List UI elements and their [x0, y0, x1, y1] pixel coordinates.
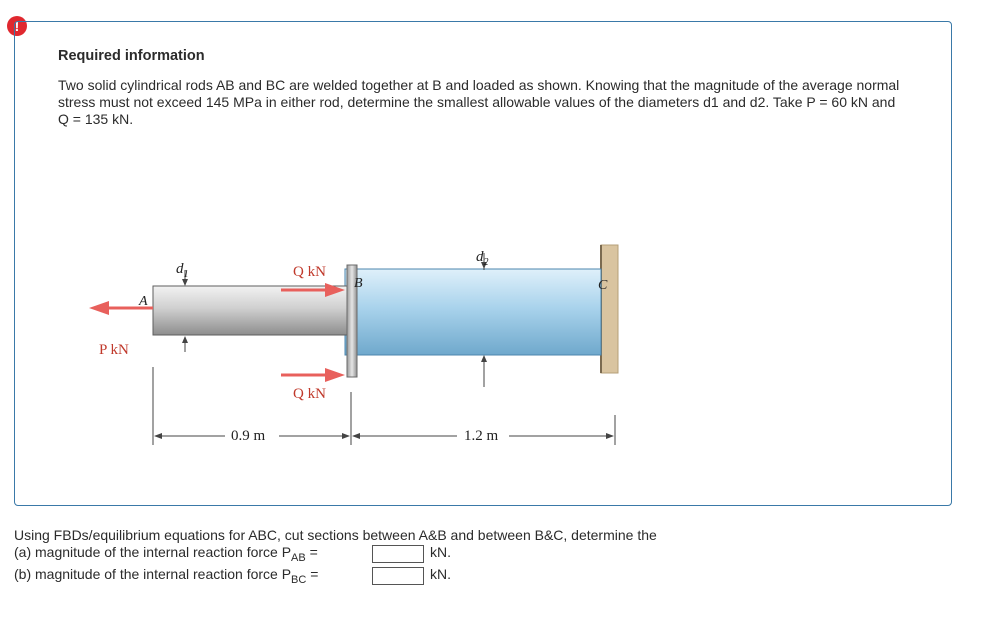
- question-a-text: (a) magnitude of the internal reaction force P: [14, 544, 292, 560]
- label-b: B: [354, 276, 363, 291]
- answer-input-pab[interactable]: [372, 545, 424, 563]
- question-b-text: (b) magnitude of the internal reaction force P: [14, 566, 292, 582]
- unit-b: kN.: [430, 566, 451, 582]
- dim-bc-label: 1.2 m: [464, 428, 499, 444]
- question-a: [14, 544, 318, 564]
- required-information-card: [14, 21, 952, 506]
- question-b-equals: =: [310, 566, 319, 582]
- label-a: A: [139, 294, 148, 309]
- question-b: [14, 566, 319, 586]
- label-d2: $d_2$: [476, 249, 489, 268]
- instructions-text: Using FBDs/equilibrium equations for ABC, cut sections between A&B and between B&C, determine the: [14, 527, 657, 543]
- card-title: Required information: [58, 48, 205, 64]
- label-c: C: [598, 278, 608, 293]
- question-b-subscript: BC: [291, 574, 307, 586]
- rod-ab: [153, 286, 351, 335]
- rod-bc: [345, 269, 601, 355]
- alert-icon: !: [7, 16, 27, 36]
- question-a-equals: =: [309, 544, 318, 560]
- question-a-subscript: AB: [291, 552, 306, 564]
- wall-support: [601, 245, 618, 373]
- load-q-top-label: Q kN: [293, 264, 326, 280]
- problem-statement: Two solid cylindrical rods AB and BC are welded together at B and loaded as shown. Knowing that the magnitude of the average normal stress must not exceed 145 MPa in either rod, determine the smallest allowable values of the diameters d1 and d2. Take P = 60 kN and Q = 135 kN.: [58, 77, 900, 127]
- load-q-bottom-label: Q kN: [293, 386, 326, 402]
- unit-a: kN.: [430, 544, 451, 560]
- answer-input-pbc[interactable]: [372, 567, 424, 585]
- dim-ab-label: 0.9 m: [231, 428, 266, 444]
- rod-figure: [75, 187, 655, 457]
- load-p-label: P kN: [99, 342, 129, 358]
- label-d1: $d_1$: [176, 261, 189, 280]
